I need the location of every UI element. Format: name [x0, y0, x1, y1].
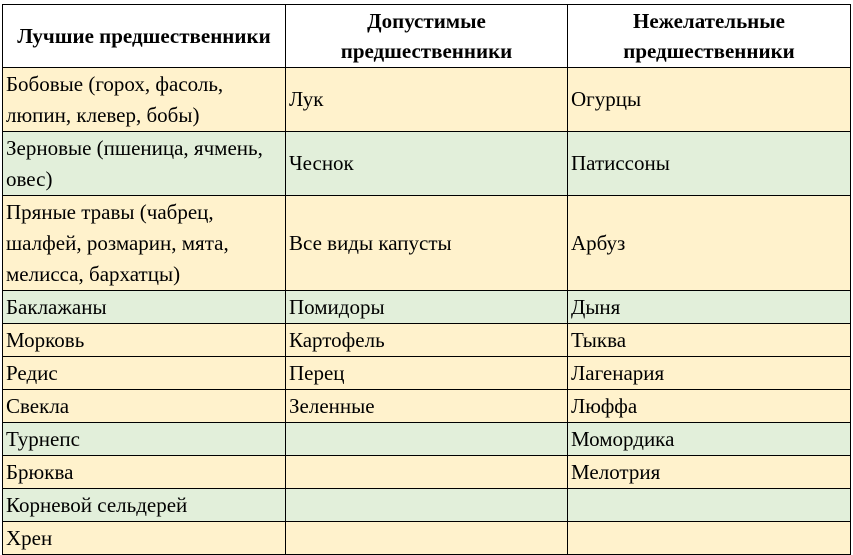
crop-rotation-table — [2, 4, 851, 555]
table-row — [3, 456, 851, 489]
cell-acceptable — [286, 489, 568, 522]
cell-acceptable: Помидоры — [286, 291, 568, 324]
cell-acceptable: Зеленные — [286, 390, 568, 423]
header-acceptable: Допустимые предшественники — [286, 5, 568, 68]
cell-undesirable: Дыня — [568, 291, 851, 324]
cell-acceptable: Чеснок — [286, 132, 568, 196]
cell-best: Пряные травы (чабрец, шалфей, розмарин, мята, мелисса, бархатцы) — [3, 196, 286, 291]
header-best: Лучшие предшественники — [3, 5, 286, 68]
cell-undesirable: Огурцы — [568, 68, 851, 132]
cell-best: Морковь — [3, 324, 286, 357]
cell-acceptable — [286, 423, 568, 456]
cell-undesirable — [568, 522, 851, 555]
cell-acceptable: Все виды капусты — [286, 196, 568, 291]
header-undesirable: Нежелательные предшественники — [568, 5, 851, 68]
cell-best: Свекла — [3, 390, 286, 423]
table-row — [3, 68, 851, 132]
cell-acceptable — [286, 456, 568, 489]
cell-best: Брюква — [3, 456, 286, 489]
table-row — [3, 132, 851, 196]
table-row — [3, 291, 851, 324]
cell-undesirable: Лагенария — [568, 357, 851, 390]
cell-undesirable: Люффа — [568, 390, 851, 423]
table-row — [3, 489, 851, 522]
table-row — [3, 324, 851, 357]
cell-best: Хрен — [3, 522, 286, 555]
cell-acceptable: Картофель — [286, 324, 568, 357]
table-row — [3, 423, 851, 456]
cell-best: Турнепс — [3, 423, 286, 456]
cell-best: Редис — [3, 357, 286, 390]
cell-undesirable: Патиссоны — [568, 132, 851, 196]
cell-best: Бобовые (горох, фасоль, люпин, клевер, бобы) — [3, 68, 286, 132]
cell-best: Баклажаны — [3, 291, 286, 324]
table-row — [3, 357, 851, 390]
table-row — [3, 522, 851, 555]
cell-undesirable: Момордика — [568, 423, 851, 456]
cell-best: Зерновые (пшеница, ячмень, овес) — [3, 132, 286, 196]
cell-undesirable: Тыква — [568, 324, 851, 357]
table-row — [3, 196, 851, 291]
header-row — [3, 5, 851, 68]
table-row — [3, 390, 851, 423]
cell-undesirable: Арбуз — [568, 196, 851, 291]
cell-acceptable: Перец — [286, 357, 568, 390]
cell-undesirable — [568, 489, 851, 522]
cell-acceptable: Лук — [286, 68, 568, 132]
cell-best: Корневой сельдерей — [3, 489, 286, 522]
cell-acceptable — [286, 522, 568, 555]
cell-undesirable: Мелотрия — [568, 456, 851, 489]
